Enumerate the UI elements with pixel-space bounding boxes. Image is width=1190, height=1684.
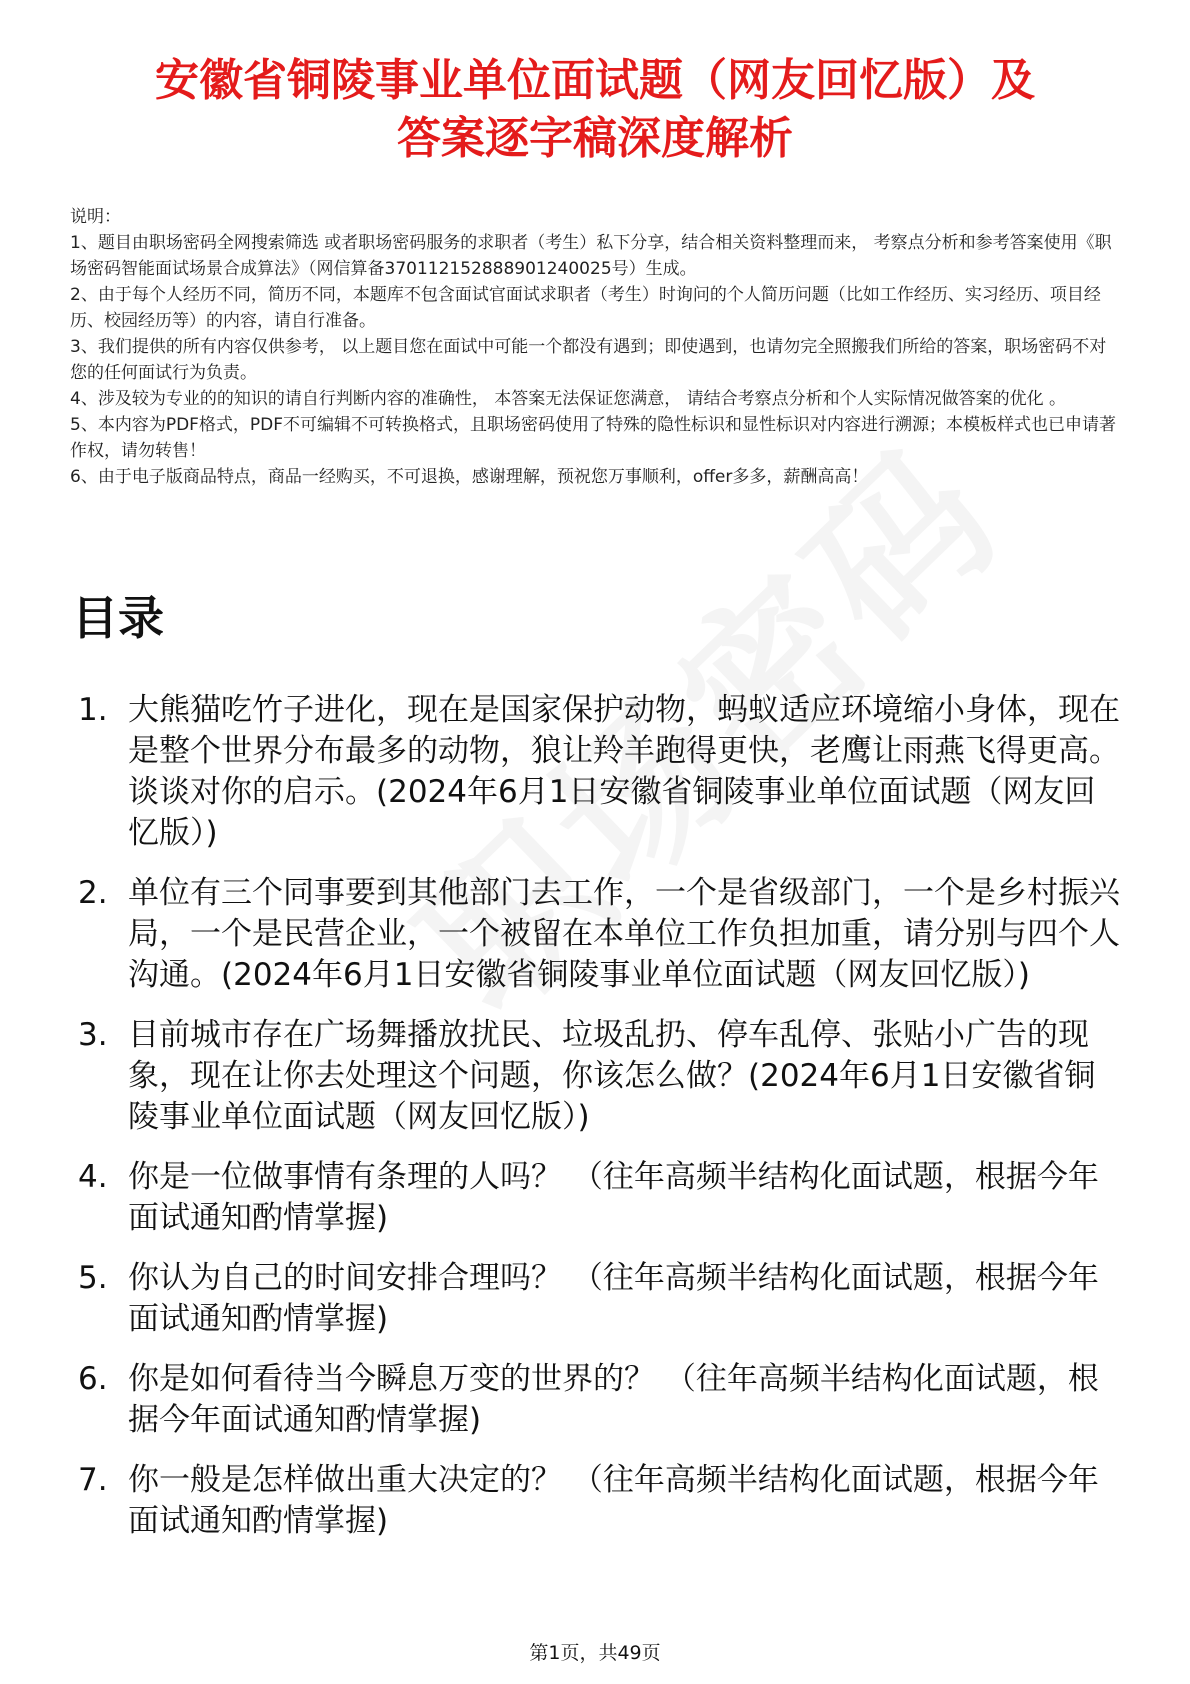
- note-item-4: 4、涉及较为专业的的知识的请自行判断内容的准确性， 本答案无法保证您满意， 请结合考察点分析和个人实际情况做答案的优化 。: [70, 389, 1067, 409]
- toc-item[interactable]: [70, 1359, 1120, 1441]
- toc-item-number: 6.: [78, 1361, 108, 1397]
- note-item-6: 6、由于电子版商品特点，商品一经购买，不可退换，感谢理解，预祝您万事顺利，offer多多，薪酬高高！: [70, 467, 869, 487]
- toc-item[interactable]: [70, 1258, 1120, 1340]
- toc-item[interactable]: [70, 690, 1120, 854]
- toc-item-text: 你是如何看待当今瞬息万变的世界的？ （往年高频半结构化面试题，根据今年面试通知酌情掌握): [128, 1361, 1099, 1438]
- toc-item-number: 1.: [78, 692, 108, 728]
- toc-item-text: 你是一位做事情有条理的人吗？ （往年高频半结构化面试题，根据今年面试通知酌情掌握): [128, 1159, 1099, 1236]
- note-item-5: 5、本内容为PDF格式，PDF不可编辑不可转换格式，且职场密码使用了特殊的隐性标识和显性标识对内容进行溯源；本模板样式也已申请著作权，请勿转售！: [70, 415, 1117, 461]
- note-item-3: 3、我们提供的所有内容仅供参考， 以上题目您在面试中可能一个都没有遇到；即使遇到，也请勿完全照搬我们所给的答案，职场密码不对您的任何面试行为负责。: [70, 337, 1107, 383]
- toc-list: [70, 690, 1120, 1561]
- toc-item[interactable]: [70, 1157, 1120, 1239]
- note-item-1: 1、题目由职场密码全网搜索筛选 或者职场密码服务的求职者（考生）私下分享，结合相关资料整理而来， 考察点分析和参考答案使用《职场密码智能面试场景合成算法》（网信算备370112152888901240025号）生成。: [70, 233, 1112, 279]
- toc-item-text: 单位有三个同事要到其他部门去工作，一个是省级部门，一个是乡村振兴局，一个是民营企业，一个被留在本单位工作负担加重，请分别与四个人沟通。(2024年6月1日安徽省铜陵事业单位面试题（网友回忆版）): [128, 875, 1120, 993]
- document-title: [60, 52, 1130, 168]
- title-line-1: 安徽省铜陵事业单位面试题（网友回忆版）及: [155, 55, 1035, 106]
- toc-item[interactable]: [70, 873, 1120, 996]
- notes-heading: 说明：: [70, 207, 121, 227]
- note-item-2: 2、由于每个人经历不同，简历不同，本题库不包含面试官面试求职者（考生）时询问的个人简历问题（比如工作经历、实习经历、项目经历、校园经历等）的内容，请自行准备。: [70, 285, 1101, 331]
- toc-item[interactable]: [70, 1460, 1120, 1542]
- toc-item-text: 你认为自己的时间安排合理吗？ （往年高频半结构化面试题，根据今年面试通知酌情掌握): [128, 1260, 1099, 1337]
- toc-item-number: 2.: [78, 875, 108, 911]
- title-line-2: 答案逐字稿深度解析: [397, 113, 793, 164]
- toc-heading: 目录: [72, 591, 164, 645]
- toc-item-text: 大熊猫吃竹子进化，现在是国家保护动物，蚂蚁适应环境缩小身体，现在是整个世界分布最多的动物，狼让羚羊跑得更快，老鹰让雨燕飞得更高。谈谈对你的启示。(2024年6月1日安徽省铜陵事业单位面试题（网友回忆版）): [128, 692, 1120, 851]
- toc-item-text: 目前城市存在广场舞播放扰民、垃圾乱扔、停车乱停、张贴小广告的现象，现在让你去处理这个问题，你该怎么做？(2024年6月1日安徽省铜陵事业单位面试题（网友回忆版）): [128, 1017, 1096, 1135]
- page-footer: 第1页，共49页: [529, 1642, 661, 1664]
- toc-item-text: 你一般是怎样做出重大决定的？ （往年高频半结构化面试题，根据今年面试通知酌情掌握): [128, 1462, 1099, 1539]
- toc-item[interactable]: [70, 1015, 1120, 1138]
- toc-item-number: 4.: [78, 1159, 108, 1195]
- toc-item-number: 5.: [78, 1260, 108, 1296]
- toc-item-number: 3.: [78, 1017, 108, 1053]
- notes-section: [70, 204, 1122, 490]
- toc-item-number: 7.: [78, 1462, 108, 1498]
